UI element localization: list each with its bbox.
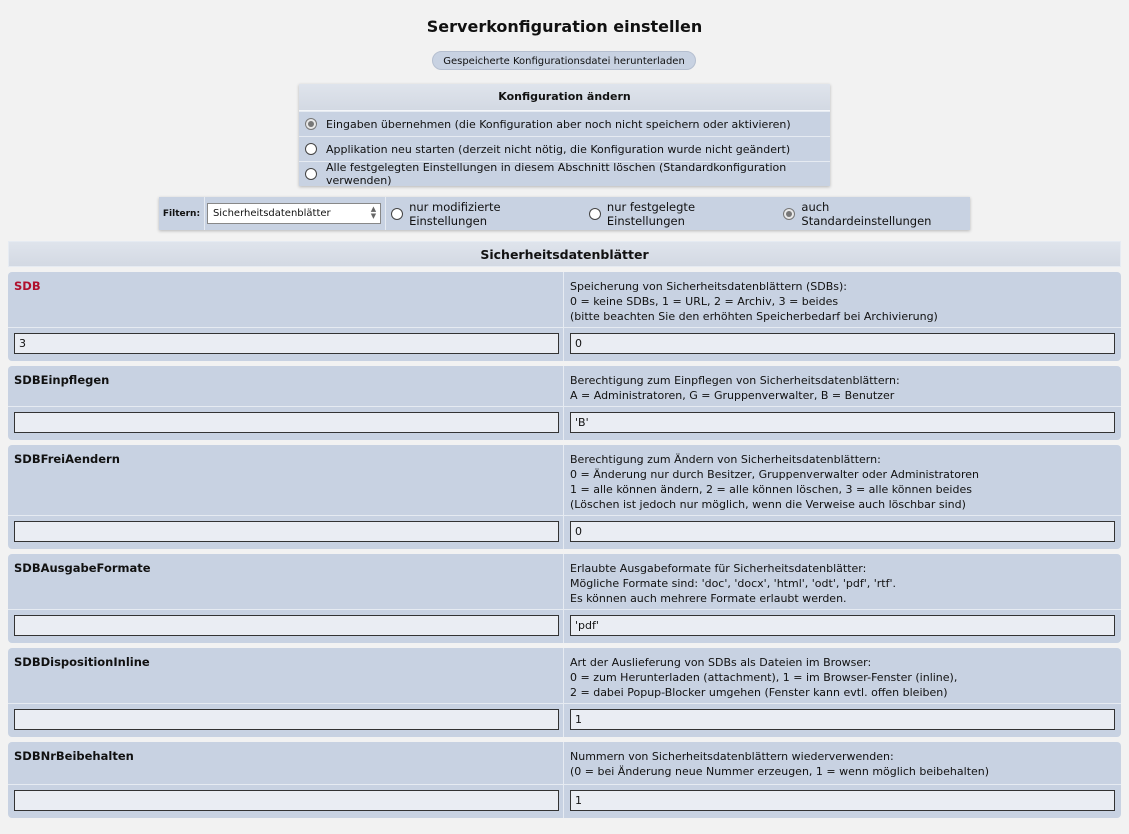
description-line: 0 = Änderung nur durch Besitzer, Gruppenverwalter oder Administratoren bbox=[570, 468, 979, 481]
description-line: Art der Auslieferung von SDBs als Dateien im Browser: bbox=[570, 656, 872, 669]
config-option-reset[interactable] bbox=[299, 161, 830, 186]
divider bbox=[563, 554, 564, 643]
description-line: Es können auch mehrere Formate erlaubt werden. bbox=[570, 592, 847, 605]
description-line: (0 = bei Änderung neue Nummer erzeugen, 1 = wenn möglich beibehalten) bbox=[570, 765, 990, 778]
setting-value-input[interactable] bbox=[14, 790, 559, 811]
setting-name: SDBAusgabeFormate bbox=[14, 561, 151, 575]
setting-default-value[interactable]: 'pdf' bbox=[570, 615, 1115, 636]
setting-name: SDBFreiAendern bbox=[14, 452, 120, 466]
setting-default-value[interactable]: 1 bbox=[570, 790, 1115, 811]
description-line: Speicherung von Sicherheitsdatenblättern (SDBs): bbox=[570, 280, 847, 293]
config-option-label: Alle festgelegten Einstellungen in diesem Abschnitt löschen (Standardkonfiguration verwenden) bbox=[326, 161, 787, 187]
setting-default-value[interactable]: 0 bbox=[570, 521, 1115, 542]
filter-label: Filtern: bbox=[159, 197, 205, 230]
config-option-restart[interactable] bbox=[299, 136, 830, 161]
description-line: 1 = alle können ändern, 2 = alle können löschen, 3 = alle können beides bbox=[570, 483, 972, 496]
radio-defaults[interactable] bbox=[783, 208, 795, 220]
setting-default-value[interactable]: 1 bbox=[570, 709, 1115, 730]
radio-reset[interactable] bbox=[305, 168, 317, 180]
setting-sdb bbox=[8, 272, 1121, 361]
description-line: (Löschen ist jedoch nur möglich, wenn die Verweise auch löschbar sind) bbox=[570, 498, 966, 511]
section-header: Sicherheitsdatenblätter bbox=[8, 241, 1121, 267]
description-line: A = Administratoren, G = Gruppenverwalter, B = Benutzer bbox=[570, 389, 895, 402]
description-line: 2 = dabei Popup-Blocker umgehen (Fenster kann evtl. offen bleiben) bbox=[570, 686, 948, 699]
setting-value-input[interactable]: 3 bbox=[14, 333, 559, 354]
divider bbox=[8, 327, 1121, 328]
setting-sdbnrbeibehalten bbox=[8, 742, 1121, 818]
radio-restart[interactable] bbox=[305, 143, 317, 155]
filter-option-label: nur modifizierte Einstellungen bbox=[409, 199, 501, 228]
download-config-button[interactable]: Gespeicherte Konfigurationsdatei herunterladen bbox=[432, 51, 696, 70]
radio-set[interactable] bbox=[589, 208, 601, 220]
setting-description bbox=[570, 279, 938, 324]
setting-default-value[interactable]: 'B' bbox=[570, 412, 1115, 433]
filter-option-label: auch Standardeinstellungen bbox=[801, 199, 932, 228]
setting-name: SDBDispositionInline bbox=[14, 655, 150, 669]
divider bbox=[563, 648, 564, 737]
setting-name: SDB bbox=[14, 279, 41, 293]
description-line: Mögliche Formate sind: 'doc', 'docx', 'html', 'odt', 'pdf', 'rtf'. bbox=[570, 577, 896, 590]
description-line: Berechtigung zum Einpflegen von Sicherheitsdatenblättern: bbox=[570, 374, 900, 387]
description-line: Erlaubte Ausgabeformate für Sicherheitsdatenblätter: bbox=[570, 562, 867, 575]
setting-name: SDBEinpflegen bbox=[14, 373, 110, 387]
config-option-apply[interactable] bbox=[299, 111, 830, 136]
divider bbox=[563, 742, 564, 818]
setting-description bbox=[570, 655, 957, 700]
divider bbox=[8, 609, 1121, 610]
divider bbox=[563, 272, 564, 361]
divider bbox=[563, 366, 564, 440]
filter-bar bbox=[159, 197, 970, 230]
setting-value-input[interactable] bbox=[14, 615, 559, 636]
setting-value-input[interactable] bbox=[14, 521, 559, 542]
filter-option-modified[interactable] bbox=[391, 200, 578, 228]
divider bbox=[8, 406, 1121, 407]
setting-value-input[interactable] bbox=[14, 412, 559, 433]
divider bbox=[8, 515, 1121, 516]
setting-sdbausgabeformate bbox=[8, 554, 1121, 643]
divider bbox=[8, 703, 1121, 704]
filter-select[interactable] bbox=[207, 203, 381, 224]
divider bbox=[385, 197, 386, 230]
config-change-header: Konfiguration ändern bbox=[299, 84, 830, 111]
setting-description bbox=[570, 373, 900, 403]
setting-default-value[interactable]: 0 bbox=[570, 333, 1115, 354]
page-title: Serverkonfiguration einstellen bbox=[426, 17, 703, 36]
config-change-panel bbox=[299, 84, 830, 186]
filter-option-defaults[interactable] bbox=[783, 200, 959, 228]
setting-description bbox=[570, 452, 979, 512]
config-option-label: Applikation neu starten (derzeit nicht nötig, die Konfiguration wurde nicht geändert) bbox=[326, 142, 791, 156]
description-line: Berechtigung zum Ändern von Sicherheitsdatenblättern: bbox=[570, 453, 881, 466]
radio-apply[interactable] bbox=[305, 118, 317, 130]
divider bbox=[8, 784, 1121, 785]
filter-option-set[interactable] bbox=[589, 200, 772, 228]
setting-name: SDBNrBeibehalten bbox=[14, 749, 134, 763]
setting-value-input[interactable] bbox=[14, 709, 559, 730]
description-line: 0 = keine SDBs, 1 = URL, 2 = Archiv, 3 = beides bbox=[570, 295, 839, 308]
description-line: 0 = zum Herunterladen (attachment), 1 = im Browser-Fenster (inline), bbox=[570, 671, 958, 684]
filter-select-value: Sicherheitsdatenblätter bbox=[212, 208, 331, 219]
setting-description bbox=[570, 749, 989, 779]
setting-sdbeinpflegen bbox=[8, 366, 1121, 440]
radio-modified[interactable] bbox=[391, 208, 403, 220]
setting-description bbox=[570, 561, 896, 606]
description-line: (bitte beachten Sie den erhöhten Speicherbedarf bei Archivierung) bbox=[570, 310, 938, 323]
updown-arrows-icon: ▲ ▼ bbox=[370, 205, 377, 220]
description-line: Nummern von Sicherheitsdatenblättern wiederverwenden: bbox=[570, 750, 894, 763]
divider bbox=[563, 445, 564, 549]
config-option-label: Eingaben übernehmen (die Konfiguration aber noch nicht speichern oder aktivieren) bbox=[326, 117, 791, 131]
setting-sdbfreiaendern bbox=[8, 445, 1121, 549]
setting-sdbdispositioninline bbox=[8, 648, 1121, 737]
filter-option-label: nur festgelegte Einstellungen bbox=[606, 199, 696, 228]
